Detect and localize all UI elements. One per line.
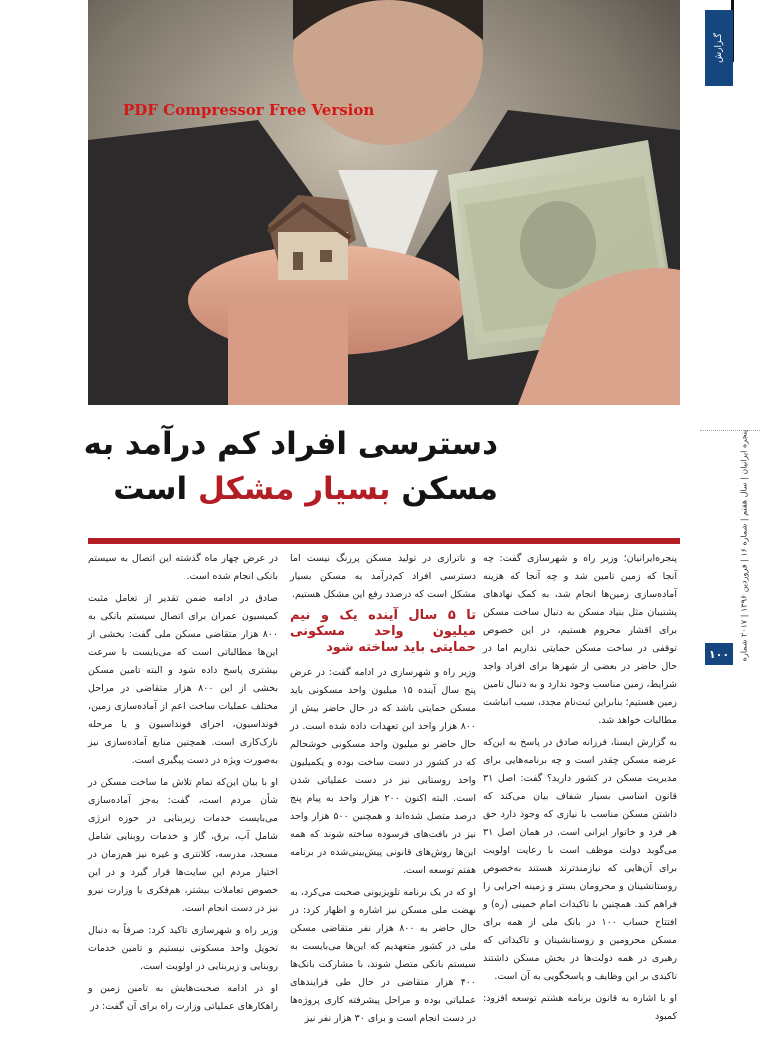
title-line-2-highlight: بسیار مشکل: [197, 471, 391, 507]
section-tab: [705, 10, 733, 86]
article-column-3: [88, 550, 278, 1012]
article-column-1: [483, 550, 677, 1022]
section-tab-label: گـزارش: [714, 33, 725, 63]
watermark-text: PDF Compressor Free Version: [123, 101, 375, 119]
paragraph: او در ادامه صحبت‌هایش به تامین زمین و راهکارهای عملیاتی وزارت راه برای آن گفت: در: [88, 983, 278, 1012]
paragraph: وزیر راه و شهرسازی تاکید کرد: صرفاً به دنبال تحویل واحد مسکونی نیستیم و تامین خدمات روبنایی و زیربنایی در اولویت است.: [88, 925, 278, 972]
paragraph: و ناترازی در تولید مسکن پررنگ نیست اما دسترسی افراد کم‌درآمد به مسکن بسیار مشکل است که درصدد رفع این مشکل هستیم.: [290, 553, 476, 600]
article-title: [83, 422, 498, 522]
paragraph: پنجره‌ایرانیان؛ وزیر راه و شهرسازی گفت: چه آنجا که زمین تامین شد و چه آنجا که هزینه آماده‌سازی زمین‌ها انجام شد، به کمک نهادهای پشتیبان مثل بنیاد مسکن به دنبال ساخت مسکن برای اقشار محروم هستیم، در این خصوص توقفی در ساخت مسکن حمایتی نداریم اما در حال حاضر در بعضی از شهرها برای افراد واجد شرایط، زمین مناسب وجود ندارد و به دنبال تامین زمین هستیم؛ بنابراین ثبت‌نام مجدد، سبب انباشت مطالبات خواهد شد.: [483, 553, 677, 726]
title-line-2-end: است: [113, 471, 188, 507]
paragraph: به گزارش ایسنا، فرزانه صادق در پاسخ به این‌که عرضه مسکن چقدر است و چه برنامه‌هایی برای مدیریت مسکن در کشور دارید؟ گفت: اصل ۳۱ قانون اساسی بسیار شفاف بیان می‌کند که داشتن مسکن مناسب با نیازی که وجود دارد حق هر فرد و خانوار ایرانی است. در همان اصل ۳۱ می‌گوید دولت موظف است با رعایت اولویت برای آن‌هایی که نیازمندترند هستند به‌خصوص روستانشینان و محرومان بستر و زمینه اجرایی را فراهم کند. همچنین با تاکیدات امام خمینی (ره) و افتتاح حساب ۱۰۰ در بانک ملی از همه برای مسکن محرومین و روستانشینان و تاکیداتی که رهبری در همه دولت‌ها در بخش مسکن داشتند تاکیدی بر این وظایف و پاسخگویی به آن است.: [483, 737, 677, 982]
paragraph: او که در یک برنامه تلویزیونی صحبت می‌کرد، به نهضت ملی مسکن نیز اشاره و اظهار کرد: در حال حاضر به ۸۰۰ هزار نفر متقاضی مسکن ملی در کشور متعهدیم که این‌ها می‌بایست به سیستم بانکی متصل شوند، با مشارکت بانک‌ها ۴۰۰ هزار متقاضی در حال طی فرایندهای عملیاتی بوده و مراحل پیشرفته کاری پروژه‌ها در دست انجام است و برای ۳۰ هزار نفر نیز: [290, 887, 477, 1024]
sub-heading: تا ۵ سال آینده یک و نیم میلیون واحد مسکونی حمایتی باید ساخته شود: [290, 608, 476, 655]
paragraph: صادق در ادامه ضمن تقدیر از تعامل مثبت کمیسیون عمران برای اتصال سیستم بانکی به ۸۰۰ هزار متقاضی مسکن ملی گفت: بخشی از این‌ها مطالباتی است که می‌بایست با سرعت بیشتری پاسخ داده شود و البته تامین مسکن بخشی از این ۸۰۰ هزار متقاضی در مراحل مختلف عملیات ساخت اعم از آماده‌سازی زمین، فونداسیون، اجرای فونداسیون و یا مرحله نازک‌کاری است. همچنین منابع آماده‌سازی نیز به‌صورت ویژه در دست پیگیری است.: [88, 593, 278, 766]
paragraph: وزیر راه و شهرسازی در ادامه گفت: در عرض پنج سال آینده ۱۵ میلیون واحد مسکونی باید مسکن حمایتی باشد که در حال حاضر بیش از ۸۰۰ هزار واحد این تعهدات داده شده است. در حال حاضر نو میلیون واحد مسکونی خوشحالم که در کشور در دست ساخت بوده و یکمیلیون واحد روستایی نیز در دست عملیاتی شدن است. البته اکنون ۲۰۰ هزار واحد به پیام پنج درصد متصل شده‌اند و همچنین ۵۰۰ هزار واحد نیز در بافت‌های فرسوده ساخته شوند که همه این‌ها روش‌های قانونی پیش‌بینی‌شده در برنامه هفتم توسعه است.: [290, 667, 477, 876]
title-line-1: دسترسی افراد کم درآمد به: [83, 426, 498, 462]
title-line-2-start: مسکن: [401, 471, 498, 507]
paragraph: او با بیان این‌که تمام تلاش ما ساخت مسکن در شأن مردم است، گفت: به‌جز آماده‌سازی می‌بایست خدمات زیربنایی در حوزه انرژی شامل آب، برق، گاز و خدمات روبنایی شامل مسجد، مدرسه، کلانتری و غیره نیز هم‌زمان در اختیار مردم این سایت‌ها قرار گیرد و در این خصوص تعاملات بیشتر، هم‌فکری با وزارت نیرو نیز در دست انجام است.: [88, 777, 278, 914]
page-number: ۱۰۰: [705, 643, 733, 665]
paragraph: در عرض چهار ماه گذشته این اتصال به سیستم بانکی انجام شده است.: [88, 553, 278, 582]
issue-info-vertical: [734, 430, 754, 660]
article-column-2: [290, 550, 477, 1024]
cover-photo: [88, 0, 680, 405]
title-divider: [88, 538, 680, 544]
paragraph: او با اشاره به قانون برنامه هشتم توسعه افزود: کمبود: [483, 993, 677, 1022]
title-line-2: [88, 466, 498, 512]
issue-info-text: پنجره ایرانیان | سال هفتم | شماره ۱۶ | فروردین ۱۳۹۶ | ۲۰۱۷ شماره: [739, 429, 749, 661]
photo-illustration: [88, 0, 680, 405]
